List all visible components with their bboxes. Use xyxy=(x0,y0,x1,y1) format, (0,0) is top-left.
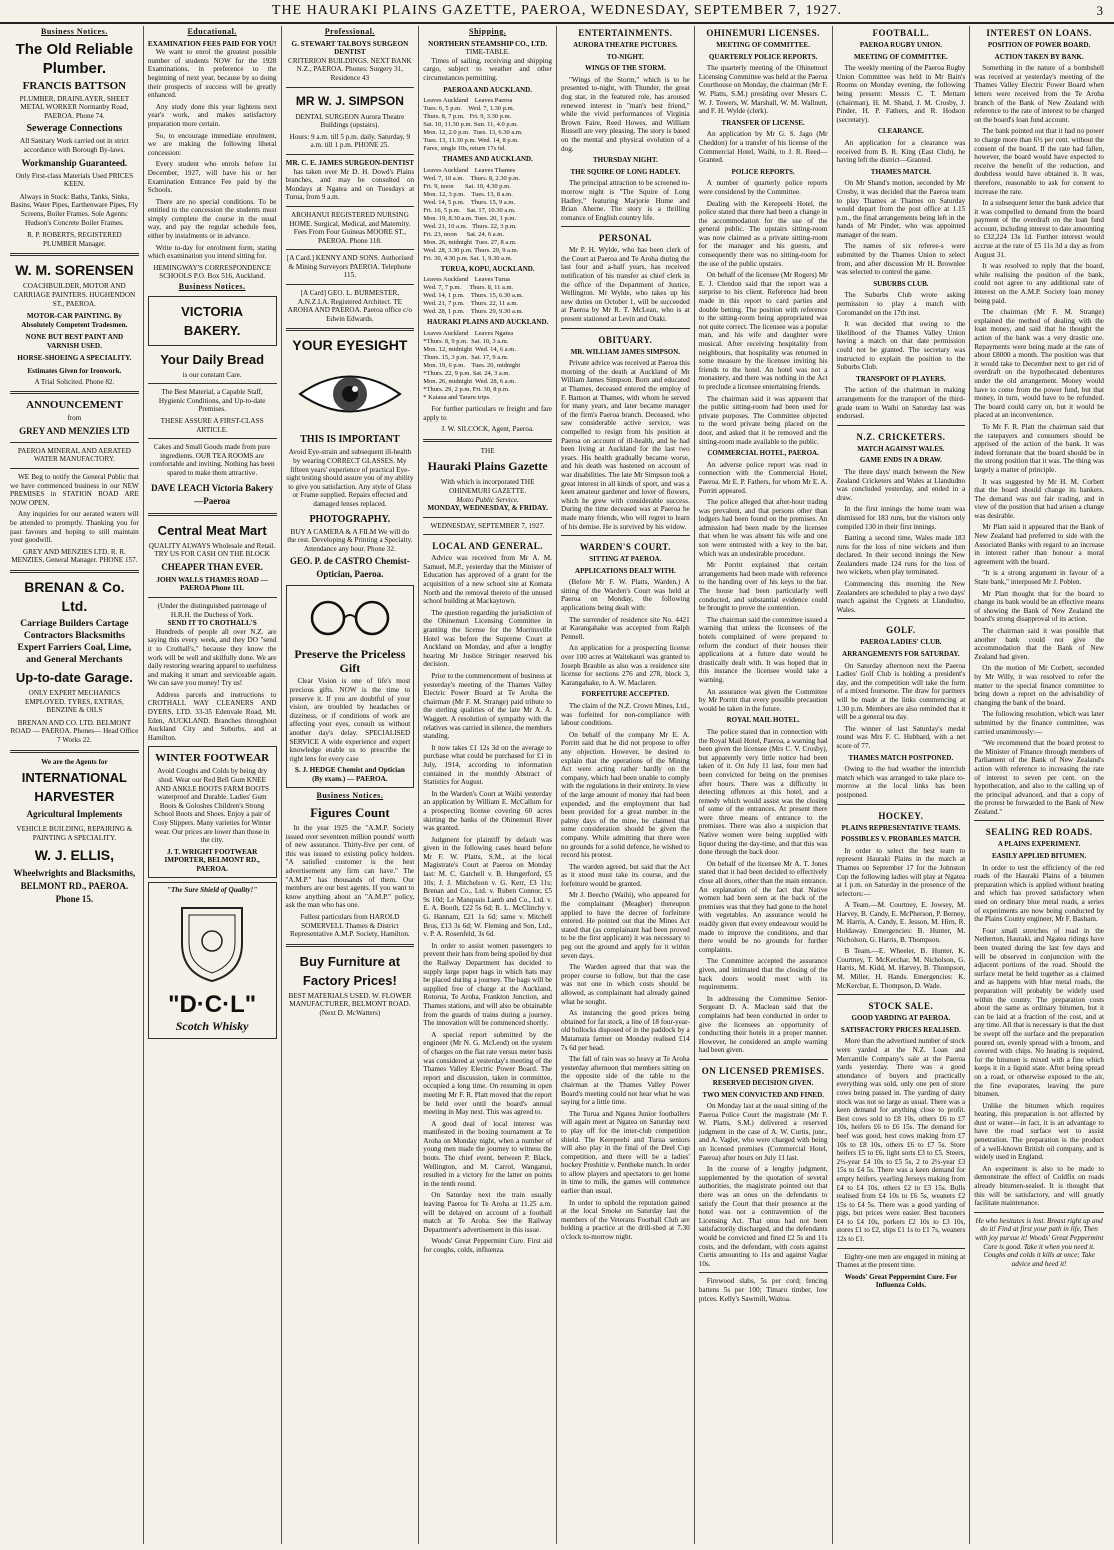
divider xyxy=(10,570,139,573)
further-note: For further particulars re freight and fare apply to xyxy=(423,404,552,422)
nsco-head: NORTHERN STEAMSHIP CO., LTD. xyxy=(428,39,548,48)
aurora-head: AURORA THEATRE PICTURES. xyxy=(573,41,678,49)
burmester-card: [A Card] GEO. L. BURMESTER, A.N.Z.I.A. Registered Architect. TE AROHA AND PAEROA. Paeroa office c/o Edwin Edwards. xyxy=(287,289,412,323)
licenses-paragraph: The chairman said the committee issued a warning that unless the licensees of the hotels complained of were prepared to reform the conduct of their houses their applications at a future date would be drastically dealt with. It was hoped that in this instance the licensee would take a warning. xyxy=(698,615,828,684)
timetable-table: Leaves Auckland Leaves Thames Wed. 7, 10 a.m. Thurs. 8, 2.30 p.m. Fri. 9, noon Sat. 10, 4.30 p.m. Mon. 12, 3 p.m. Tues. 13, 8 a.m. Wed. 14, 5 p.m. Thurs. 15, 9 a.m. Fri. 16, 5 p.m. Sat. 17, 10.30 a.m. Mon. 19, 8.30 a.m. Tues. 20, 1 p.m. Wed. 21, 10 a.m. Thurs. 22, 3 p.m. Fri. 23, noon Sat. 24, 6 a.m. Mon. 26, midnight Tues. 27, 8 a.m. Wed. 28, 3.30 p.m. Thurs. 29, 9 a.m. Fri. 30, 4.30 p.m. Sat. 1, 9.30 a.m. xyxy=(423,166,520,262)
bread-body: The Best Material, a Capable Staff, Hygienic Conditions, and Up-to-date Premises. xyxy=(158,388,266,414)
section-label: Business Notices. xyxy=(316,790,384,800)
dcl-logo: "D·C·L" xyxy=(168,991,257,1019)
cheaper-note: CHEAPER THAN EVER. xyxy=(161,561,263,572)
timetable-table: Leaves Auckland Leaves Ngatea *Thurs. 8, 9 p.m. Sat. 10, 3 a.m. Mon. 12, midnight Wed. 14, 6 a.m. Thurs. 15, 3 p.m. Sat. 17, 9 a.m. Mon. 19, 6 p.m. Tues. 20, midnight *Thurs. 22, 9 p.m. Sat. 24, 3 a.m. Mon. 26, midnight Wed. 28, 6 a.m. *Thurs. 29, 2 p.m. Fri. 30, 8 p.m. * Kaiaua and Tararu trips. xyxy=(423,329,521,401)
talboys-body: CRITERION BUILDINGS. NEXT BANK N.Z., PAEROA. Phones: Surgery 31, Residence 43 xyxy=(288,56,412,82)
interest-paragraph: Mr Platt thought that for the board to change its bank would be an effective means of showing the Bank of New Zealand the board's strong disapproval of its action. xyxy=(974,589,1104,624)
hedge-sign: S. J. HEDGE Chemist and Optician (By exam.) — PAEROA. xyxy=(294,766,405,783)
licenses-sub: MEETING OF COMMITTEE. xyxy=(716,41,810,49)
sealing-paragraph: Unlike the bitumen which requires heating, this preparation is not affected by dust or water—in fact, it is an advantage to have the road surface wet to assist penetration. The preparation is the product of a well-known British oil company, and is widely used in England. xyxy=(974,1101,1104,1162)
castro-sign: GEO. P. de CASTRO Chemist-Optician, Paeroa. xyxy=(290,556,410,580)
divider xyxy=(423,439,552,442)
warden-paragraph: As instancing the good prices being obtained for fat stock, a line of 18 four-year-old bullocks disposed of in the paddock by a Matamata farmer on Monday realised £14 7s 6d per head. xyxy=(561,1009,690,1052)
announcement-name: GREY AND MENZIES LTD xyxy=(19,425,130,436)
wings-head: WINGS OF THE STORM. xyxy=(584,64,666,73)
trial-solicited: A Trial Solicited. Phone 82. xyxy=(34,377,115,386)
column-6 xyxy=(695,26,833,1544)
interest-paragraph: The following resolution, which was later submitted by the finance committee, was carried unanimously:— xyxy=(974,710,1104,736)
battson-body: PLUMBER, DRAINLAYER, SHEET METAL WORKER Normanby Road, PAEROA. Phone 74. xyxy=(19,94,130,120)
harvester-head: INTERNATIONAL HARVESTER xyxy=(21,770,127,805)
figures-head: Figures Count xyxy=(310,805,390,821)
column-8 xyxy=(970,26,1108,1544)
ellis-head: W. J. ELLIS, xyxy=(34,847,115,864)
clearance-sub: CLEARANCE. xyxy=(877,127,924,136)
interest-paragraph: The chairman (Mr F. M. Strange) explained the method of dealing with the loan money, and said that he thought the action of the bank was a very drastic one. Repayments were being made at the rate of about £8000 a month. The position was that it would take to December next to get rid of overdraft on the hypothecated debentures under the old arrangement. Money would have to come from the power fund, but that money, in turn, would have to be refunded. The board could carry on, but it would be placed at an inconvenience. xyxy=(974,308,1104,420)
local-paragraph: Advice was received from Mr A. M. Samuel, M.P., yesterday that the Minister of Education has approved of a grant for the acquisition of a new school site at Komata North and the removal thereto of the unused school building at Mackaytown. xyxy=(423,554,552,606)
sealing-sub: A PLAINS EXPERIMENT. xyxy=(997,840,1081,849)
thursday-head: THURSDAY NIGHT. xyxy=(593,156,658,165)
masthead-title: THE HAURAKI PLAINS GAZETTE, PAEROA, WEDNESDAY, SEPTEMBER 7, 1927. xyxy=(271,3,843,18)
divider xyxy=(148,597,277,598)
local-paragraph: The question regarding the jurisdiction of the Ohinemuri Licensing Committee in granting the license for the Morrinsville Hotel was before the Supreme Court at Auckland on Monday, and after a lengthy hearing Mr Justice Stringer reserved his decision. xyxy=(423,608,552,669)
garage-head: Up-to-date Garage. xyxy=(15,669,133,685)
sewerage-head: Sewerage Connections xyxy=(26,123,123,135)
divider xyxy=(148,513,277,516)
silcock-sign: J. W. SILCOCK, Agent, Paeroa. xyxy=(441,425,534,434)
local-head: LOCAL AND GENERAL. xyxy=(432,541,544,552)
obituary-head: OBITUARY. xyxy=(598,334,653,345)
sorensen-body: COACHBUILDER, MOTOR AND CARRIAGE PAINTERS. HUGHENDON ST., PAEROA. xyxy=(13,282,136,308)
divider xyxy=(286,206,415,207)
sealing-sub-2: EASILY APPLIED BITUMEN. xyxy=(992,852,1087,861)
mineral-body: WE Beg to notify the General Public that we have commenced business in our NEW PREMISES in STATION ROAD ARE NOW OPEN. xyxy=(10,473,139,507)
gazette-nameplate: Hauraki Plains Gazette xyxy=(427,459,548,474)
route-head: HAURAKI PLAINS AND AUCKLAND. xyxy=(426,318,549,327)
licenses-paragraph: The Committee accepted the assurance given, and intimated that the closing of the back doors would meet with its requirements. xyxy=(698,957,828,992)
simpson-head: MR W. J. SIMPSON xyxy=(295,93,404,108)
stock-head: STOCK SALE. xyxy=(868,1001,934,1012)
walls-sign: JOHN WALLS THAMES ROAD — PAEROA Phone 111. xyxy=(156,575,268,593)
gazette-motto: Motto Public Service. xyxy=(456,495,519,504)
divider xyxy=(837,994,966,995)
football-paragraph: The action of the chairman in making arrangements for the transport of the third-grade team to Waihi on Saturday last was endorsed. xyxy=(836,386,966,421)
motor-painting: MOTOR-CAR PAINTING. By Absolutely Competent Tradesmen. xyxy=(21,312,128,329)
exam-paragraph: Any study done this year lightens next year's work, and makes satisfactory preparation more certain. xyxy=(147,102,277,128)
golf-paragraph: On Saturday afternoon next the Paeroa Ladies' Golf Club is holding a president's day, and the competition will take the form of a mixed foursome. The draw for partners will be made at the links commencing at 1.30 p.m. Members are also reminded that it will be a general tea day. xyxy=(836,661,966,722)
victoria-head: VICTORIA BAKERY. xyxy=(181,303,244,338)
golf-paragraph: Owing to the bad weather the interclub match which was arranged to take place to-morrow at the local links has been postponed. xyxy=(836,765,966,799)
divider xyxy=(837,1248,966,1249)
cricket-paragraph: The three days' match between the New Zealand Cricketers and Wales at Llandudno was concluded yesterday, and ended in a draw. xyxy=(836,467,966,502)
golf-paragraph: The winner of last Saturday's medal round was Mrs F. C. Hubbard, with a net score of 77. xyxy=(836,724,966,750)
football-paragraph: The weekly meeting of the Paeroa Rugby Union Committee was held in Mr Bain's Rooms on Monday evening, the following being present: Messrs C. T. Mettam (chairman), H. M. Shand, J. M. Crosby, J. Pinder, H. P. Fathers, and R. Hodson (secretary). xyxy=(836,64,966,124)
cricket-paragraph: Commencing this morning the New Zealanders are scheduled to play a two days' match against the Cygnets at Llandudno, Wales. xyxy=(836,580,966,614)
mining-note: Eighty-one men are engaged in mining at Thames at the present time. xyxy=(836,1252,966,1270)
warden-paragraph: (Before Mr F. W. Platts, Warden.) A sitting of the Warden's Court was held at Paeroa on Monday, the following applications being dealt with: xyxy=(561,578,690,613)
brenan-head: BRENAN & Co. Ltd. xyxy=(24,578,125,614)
interest-paragraph: It was suggested by Mr H. M. Corbett that the board should change its bankers. The demand was not fair trading, and in view of the position that had arisen a change was desirable. xyxy=(974,477,1104,520)
leach-sign: DAVE LEACH Victoria Bakery—Paeroa xyxy=(151,482,274,506)
premises-paragraph: In the course of a lengthy judgment, supplemented by the quotation of several authorities, the magistrate pointed out that there was an onus on the defendants to satisfy the Court that their presence at the hotel was not a contravention of the Licensing Act. That onus had not been satisfactorily discharged, and the defendants would be convicted and fined £2 5s and 11s costs, and the defendant, with costs against Curtis amounting to 11s and against Vaglar 10s. xyxy=(698,1165,828,1268)
battson-name: FRANCIS BATTSON xyxy=(22,79,127,92)
divider xyxy=(10,750,139,753)
cakes-body: Cakes and Small Goods made from pure ingredients. OUR TEA ROOMS are comfortable and inviting. Nothing has been spared to make them attractive. xyxy=(149,443,275,477)
licenses-paragraph: On behalf of the licensee (Mr Rogers) Mr E. J. Clendon said that the report was a surprise to his client. Reference had been made in this report to card parties and double betting. The position with reference to the sitting-room being appropriated was not quite correct. The licensee was a popular man, and his wife and daughter were musical. After receiving hospitality from neighbours, that hospitality was returned in some measure by the licensee inviting his friends to the hotel. An hotel was not a monastery, and there was nothing in the Act to preclude a licensee entertaining friends. xyxy=(698,271,828,391)
newspaper-columns xyxy=(6,26,1108,1544)
victoria-bakery-ad xyxy=(148,296,277,346)
scotch-label: Scotch Whisky xyxy=(175,1019,249,1034)
harvester-sub: Agricultural Implements xyxy=(26,809,123,820)
interest-paragraph: It was resolved to reply that the board, while realising the position of the bank, could not agree to any additional rate of interest on the A.M.P. Society loan money being paid. xyxy=(974,262,1104,305)
horse-shoeing: HORSE-SHOEING A SPECIALITY. xyxy=(17,354,132,363)
interest-head: INTEREST ON LOANS. xyxy=(986,28,1092,38)
licenses-paragraph: The chairman said it was apparent that the public sitting-room had been used for private purposes. The Committee objected to the word private being placed on the door, and asked that it be removed and the sitting-room made available to the public. xyxy=(698,394,828,446)
interest-paragraph: "We recommend that the board protest to the Minister of Finance through members of Parliament of the Bank of New Zealand's action with reference to increasing the rate of interest to seven per cent. on the hypothecation, and also to the calling up of the principal advanced, and that a copy of the protest be forwarded to the Bank of New Zealand." xyxy=(974,739,1104,816)
ellis-body: Wheelwrights and Blacksmiths, BELMONT RD., PAEROA. Phone 15. xyxy=(13,868,136,905)
divider xyxy=(561,226,690,227)
roberts-sign: R. P. ROBERTS, REGISTERED PLUMBER Manager. xyxy=(27,231,122,248)
peppermint-poem: He who hesitates is lost. Breast right up and do it! Find at first your path in life, Then with joy pursue it! Woods' Great Peppermint Cure is good. Take it when you need it. Coughs and colds it kills at once; Take advice and heed it! xyxy=(974,1216,1104,1268)
sewerage-body: All Sanitary Work carried out in strict accordance with Borough By-laws. xyxy=(20,137,129,154)
section-label: Business Notices. xyxy=(41,27,108,36)
figures-sign: Fullest particulars from HAROLD SOMERVELL Thames & District Representative A.M.P. Society, Hamilton. xyxy=(290,913,410,939)
cricketers-head: N.Z. CRICKETERS. xyxy=(856,431,946,442)
battson-headline: The Old Reliable Plumber. xyxy=(15,40,134,77)
column-3 xyxy=(282,26,420,1544)
obituary-paragraph: Private advice was received at Paeroa this morning of the death at Auckland of Mr William James Simpson. Born and educated at Thames, deceased entered the employ of F. Battson at Thames, with whom he served for many years, and later became manager of the firm's Paeroa branch. Deceased, who saw considerable active service, was compelled to resign from his position at Paeroa on account of ill-health, and he had been living at Auckland for the last two years. His health gradually became worse, and his death was hastened on account of war disabilities. The late Mr Simpson took a great interest in all kinds of sport, and was a keen amateur gardener and lover of flowers, which he grew with considerable success. During the time deceased was at Paeroa he made many friends, who will regret to learn of his demise. He is survived by his widow. xyxy=(561,359,690,531)
column-7 xyxy=(833,26,971,1544)
brenan-sign: BRENAN AND CO. LTD. BELMONT ROAD — PAEROA. Phones— Head Office 7 Works 22. xyxy=(10,718,139,744)
talboys-head: G. STEWART TALBOYS SURGEON DENTIST xyxy=(291,39,409,57)
timetable-table: Leaves Auckland Leaves Paeroa Tues. 6, 5 p.m. Wed. 7, 1.30 p.m. Thurs. 8, 7 p.m. Fri. 9, 3.30 p.m. Sat. 10, 11.30 p.m. Sun. 11, 4.0 p.m. Mon. 12, 2.0 p.m. Tues. 13, 6.30 a.m. Tues. 13, 11.30 p.m. Wed. 14, 8 p.m. Fares, single 10s, return 17s 6d. xyxy=(423,97,523,153)
timetable-caveat: Times of sailing, receiving and shipping cargo, subject to weather and other circumstances permitting. xyxy=(423,56,552,82)
interest-paragraph: "It is a strong argument in favour of a State bank," interposed Mr J. Poblen. xyxy=(974,569,1104,587)
column-5 xyxy=(557,26,695,1544)
announcement-head: ANNOUNCEMENT xyxy=(26,399,123,412)
eye-body: Avoid Eye-strain and subsequent ill-health by wearing CORRECT GLASSES. My fifteen years' experience of practical Eye-sight testing should assure you of my ability to give you satisfaction. Any style of Glass or Frame supplied. Repairs effected and damaged lenses replaced. xyxy=(286,448,414,508)
mineral-head: PAEROA MINERAL AND AERATED WATER MANUFACTORY. xyxy=(17,446,131,464)
interest-paragraph: The chairman said it was possible that another bank could not give the accommodation that the Bank of New Zealand had given. xyxy=(974,627,1104,661)
interest-sub: POSITION OF POWER BOARD. xyxy=(987,41,1091,49)
local-paragraph: In order to assist women passengers to prevent their hats from being spoiled by dust the Railway Department has decided to supply large paper bags in which hats may be placed during a journey. The bags will be supplied free of charge at the Auckland, Rotorua, Te Aroha, Frankton Junction, and Thames stations, and will also be obtainable from the guards of trains during a journey. The innovation will be commenced shortly. xyxy=(423,941,553,1028)
woods-ad: Woods' Great Peppermint Cure. For Influenza Colds. xyxy=(844,1272,958,1290)
column-1 xyxy=(6,26,144,1544)
football-paragraph: The names of six referee-s were submitted by the Thames Union to select from, and after discussion Mr H. Brownlee was selected to control the game. xyxy=(836,242,966,277)
divider xyxy=(699,1059,828,1060)
stock-paragraph: More than the advertised number of stock were yarded at the N.Z. Loan and Mercantile Company's sale at the Paeroa yards yesterday. There was a good attendance of buyers and practically everything was sold, only one pen of store cows being passed in. The yarding of dairy stock was not so large as usual. There was a keen demand for anything close to profit. Best cows sold to £8 10s, others £6 to £7 10s, heifers £6 to £6 15s. The demand for beef was good, best cows making from £7 10s to £8 10s, others £6 to £7 5s. Store heifers £5 to £6, light sorts £3 to £5. Steers, 2½-year £4 10s to £5 5s, 2 to 2½-year £3 15s to £4 5s. There was a keen demand for empty heifers, yearling Jerseys making from £4 to £4 10s, others £2 to £3 15s. Bulls realised from £4 10s to £6 5s, weaners £2 15s to £4 5s. There was a good yarding of pigs, but prices were easier. Best baconers £4 to £4 10s, porkers £2 10s to £3 10s, stores £1 to £2, slips £1 1s to £1 7s, weaners 12s to £1. xyxy=(836,1037,966,1244)
warden-paragraph: The surrender of residence site No. 4421 at Karangahake was accepted from Ralph Pennell. xyxy=(561,615,690,641)
cricketers-sub-2: GAME ENDS IN A DRAW. xyxy=(859,456,942,465)
warden-paragraph: Mr J. Beecho (Waihi), who appeared for the complainant (Meagher) thereupon applied to have the decree of forfeiture entered. He pointed out that the Mines Act stated that (as complainant had been proved to be the first applicant) it was necessary to peg out the ground and apply for it within seven days. xyxy=(561,891,690,960)
preserve-head: Preserve the Priceless Gift xyxy=(294,647,406,676)
crothall-head: SEND IT TO CROTHALL'S xyxy=(167,619,257,628)
warden-paragraph: On behalf of the company Mr E. A. Porritt said that he did not propose to offer any objection. However, he desired to explain that the operations of the Mining Act were acting rather hardly on the company, which had been unable to comply with the regulations in their entirety. In view of the large amount of money that had been expended, and the employment that had been provided for a great number in the palmy days of the mine, he claimed that some consideration should be given the company. While admitting that there were no grounds for a solid defence, he wished to record his protest. xyxy=(561,730,690,860)
exam-head: EXAMINATION FEES PAID FOR YOU! xyxy=(147,39,277,48)
premises-paragraph: On Monday last at the usual sitting of the Paeroa Police Court the magistrate (Mr F. W. Platts, S.M.) delivered a reserved judgment in the case of A. W. Curtis, junr., and A. Vagler, who were charged with being on licensed premises (Commercial Hotel, Paeroa) after hours on July 11 last. xyxy=(698,1102,828,1162)
licenses-head: OHINEMURI LICENSES. xyxy=(706,28,820,38)
licenses-paragraph: The quarterly meeting of the Ohinemuri Licensing Committee was held at the Paeroa Courthouse on Monday, the chairman (Mr F. W. Platts, S.M.) presiding over Messrs C. W. J. Towers, W. Marshall, W. M. Wallnutt, and F. H. Wylde (clerk). xyxy=(698,64,828,116)
football-sub-2: MEETING OF COMMITTEE. xyxy=(854,52,948,61)
local-paragraph: A good deal of local interest was manifested in the boxing tournament at Te Aroha on Monday night, when a number of young men made the journey to witness the bouts. The chief event, between P. Black, Wellington, and M. Carrol, Wanganui, resulted in a victory for the latter on points in the tenth round. xyxy=(423,1119,552,1188)
transfer-sub: TRANSFER OF LICENSE. xyxy=(721,118,805,127)
police-sub: POLICE REPORTS. xyxy=(731,167,795,176)
local-paragraph: In the Warden's Court at Waihi yesterday an application by William E. McCallum for a prospecting license covering 60 acres skirting the banks of the Ohinemuri River was granted. xyxy=(423,789,552,833)
simpson-hours: Hours: 9 a.m. till 5 p.m. daily. Saturday, 9 a.m. till 1 p.m. PHONE 25. xyxy=(289,132,411,150)
exam-paragraph: Every student who enrols before 1st December, 1927, will have his or her Examination Entrance Fee paid by the Schools. xyxy=(147,160,277,195)
column-4 xyxy=(419,26,557,1544)
football-paragraph: An application for a clearance was received from B. R. King (East Club), he having left the district—Granted. xyxy=(836,138,966,165)
licenses-paragraph: The police alleged that after-hour trading was prevalent, and that persons other than lodgers had been found on the premises. An admission had been made by the licensee that when he was absent his wife and one son were entrusted with a key to the bar, which was an undesirable procedure. xyxy=(698,498,828,558)
licenses-paragraph: Dealing with the Kerepeehi Hotel, the police stated that there had been a change in the accommodation for the use of the general public. The upstairs sitting-room was now claimed as a private sitting-room for the manager and his guests, and consequently there was no sitting-room for the use of the public upstairs. xyxy=(698,199,828,268)
cricket-paragraph: Batting a second time, Wales made 183 runs for the loss of nine wickets and then declared. In their second innings the New Zealanders made 124 runs for the loss of two wickets, when play terminated. xyxy=(836,534,966,577)
squire-head: THE SQUIRE OF LONG HADLEY. xyxy=(570,167,681,176)
football-head: FOOTBALL. xyxy=(872,28,930,38)
wright-sign: J. T. WRIGHT FOOTWEAR IMPORTER, BELMONT RD., PAEROA. xyxy=(164,847,260,873)
sealing-paragraph: In order to test the efficiency of the red roads of the Hauraki Plains of a bitumen preparation which is applied without heating and which has proved satisfactory when used on ordinary blue metal roads, a series of experiments are now being conducted by the Plains County engineer, Mr F. Basham. xyxy=(974,863,1104,924)
interest-paragraph: In a subsequent letter the bank advice that it was compelled to demand from the board payment of the overdraft on the loan fund account, including interest to date amounting to £32,224 13s 1d. Further interest would accrue at the rate of £5 11s 3d a day as from August 31. xyxy=(974,199,1104,259)
hockey-sub-2: POSSIBLES V. PROBABLES MATCH. xyxy=(841,835,961,844)
local-paragraph: Woods' Great Peppermint Cure. First aid for coughs, colds, influenza. xyxy=(423,1237,552,1254)
route-head: THAMES AND AUCKLAND. xyxy=(442,155,533,164)
sealing-paragraph: Four small stretches of road in the Netherton, Hauraki, and Ngatea ridings have been treated during the last few days and will be observed in conjunction with the adjacent portions of the road. Should the surface metal be held together as a claimed and as happens with blue metal roads, the preparation will probably be widely used within the county. The preparation costs about the same as ordinary bitumen, but it can be laid at a fraction of the cost, and at any time. All that is necessary is that the dust be swept off the surface and the preparation poured on, evenly spread with a broom, and covered with chips. No heating is required, for the bitumen is mixed with a fine which keeps it in a liquid state. After being spread on a road, or otherwise exposed to the air, the fine evaporates, leaving the pure bitumen. xyxy=(974,926,1104,1099)
warden-paragraph: An application for a prospecting license over 100 acres at Waitekauri was granted to Joseph Brauble as also was a residence site license for sections 276 and 278, block 3, Karangahake, to A. W. Maclaren. xyxy=(561,644,690,687)
paint-note: NONE BUT BEST PAINT AND VARNISH USED. xyxy=(25,333,124,350)
warden-paragraph: The claim of the N.Z. Crown Mines, Ltd., was forfeited for non-compliance with labour conditions. xyxy=(561,702,690,728)
timetable-label: TIME-TABLE. xyxy=(465,48,510,57)
divider xyxy=(286,87,415,88)
divider xyxy=(837,804,966,805)
postponed-sub: THAMES MATCH POSTPONED. xyxy=(848,753,954,762)
divider xyxy=(148,383,277,384)
entertainments-head: ENTERTAINMENTS. xyxy=(578,28,673,38)
divider xyxy=(561,328,690,329)
workmanship-head: Workmanship Guaranteed. xyxy=(21,157,128,168)
winter-body: Avoid Coughs and Colds by being dry shod. Wear our Red Bell Gum KNEE AND ANKLE BOOTS FARM BOOTS waterproof and Durable. Ladies' Gum Boots & Goloshes Children's Strong School Boots and Shoes. Enjoy a pair of Cosy Slippers. Many varieties for Winter wear. Our prices are lower than those in the city. xyxy=(153,767,272,845)
exam-paragraph: Write to-day for enrolment form, stating which examination you intend sitting for. xyxy=(147,243,277,261)
divider xyxy=(148,438,277,439)
hockey-paragraph: A Team.—M. Courtney, E. Jowsey, M. Harvey, B. Candy, E. McPherson, P. Berney, M. Harris, A. Candy, E. Jesson, M. Hirn, R. Holdaway. Emergencies: B. Hunter, M. Nicholson, G. Harris, B. Thompson. xyxy=(836,901,966,944)
important-head: THIS IS IMPORTANT xyxy=(300,434,400,446)
divider xyxy=(286,154,415,155)
licenses-paragraph: An application by Mr G. S. Jago (Mr Cheddon) for a transfer of his license of the Commercial Hotel, Waihi, to J. R. Reed—Granted. xyxy=(698,130,828,165)
vehicle-building: VEHICLE BUILDING, REPAIRING & PAINTING A SPECIALITY. xyxy=(16,825,133,842)
licenses-paragraph: An assurance was given the Committee by Mr Porritt that every possible precaution would be taken in the future. xyxy=(698,687,828,713)
licenses-paragraph: Mr Porritt explained that certain arrangements had been made with reference to the handing over of his keys to the bar. The house had been particularly well conducted, and substantial evidence could be brought to prove the contention. xyxy=(698,561,828,613)
wings-paragraph: "Wings of the Storm," which is to be presented to-night, with Thunder, the great dog star, in the featured role, has aroused renewed interest in "man's best friend," while the vivid performances of Virginia Brown Faire, Reed Howes, and William Russell are very pleasing. The story is based on the mental and physical evolution of a dog. xyxy=(561,75,690,153)
golf-sub: PAEROA LADIES' CLUB. xyxy=(860,638,942,647)
warden-paragraph: The warden agreed, but said that the Act as it stood must take its course, and the forfeiture would be granted. xyxy=(561,862,690,888)
james-head: MR. C. E. JAMES SURGEON-DENTIST xyxy=(285,158,415,167)
meat-head: Central Meat Mart xyxy=(157,522,267,538)
licenses-paragraph: A number of quarterly police reports were considered by the Committee. xyxy=(698,179,828,196)
divider xyxy=(10,391,139,394)
divider xyxy=(286,944,415,947)
premises-head: ON LICENSED PREMISES. xyxy=(701,1065,825,1076)
divider xyxy=(561,535,690,536)
section-label: Shipping. xyxy=(469,27,507,36)
timetable-table: Leaves Auckland Leaves Turua Wed. 7, 7 p.m. Thurs. 8, 11 a.m. Wed. 14, 1 p.m. Thurs. 15, 6.30 a.m. Wed. 21, 7 p.m. Thurs. 22, 11 a.m. Wed. 28, 1 p.m. Thurs. 29, 9.30 a.m. xyxy=(423,276,524,316)
obituary-sub: MR. WILLIAM JAMES SIMPSON. xyxy=(570,347,681,356)
football-paragraph: On Mr Shand's motion, seconded by Mr Crosby, it was decided that the Paeroa team to play Thames at Thames on Saturday would depart from the post office at 1.15 p.m., the final arrangements being left in the hands of Mr Pinder, who was appointed manager of the team. xyxy=(836,179,966,239)
crothall-address: Address parcels and instructions to CROTHALL WAY CLEANERS AND DYERS, LTD. 33-35 Edenvale Road, Mt. Eden, AUCKLAND. Branches throughout Auckland City and Suburbs, and at Hamilton. xyxy=(147,690,277,742)
winter-head: WINTER FOOTWEAR xyxy=(155,752,270,765)
section-label: Educational. xyxy=(187,27,237,36)
stock-sub: GOOD YARDING AT PAEROA. xyxy=(851,1014,951,1023)
route-head: TURUA, KOPU, AUCKLAND. xyxy=(440,264,535,273)
route-head: PAEROA AND AUCKLAND. xyxy=(443,85,532,94)
firewood-ad: Firewood slabs, 5s per cord; fencing battens 5s per 100; Timaru timber, low prices. Kelly's Sawmill, Waitoa. xyxy=(698,1277,828,1303)
divider xyxy=(286,249,415,250)
divider xyxy=(837,425,966,426)
divider xyxy=(699,1272,828,1273)
gazette-date: WEDNESDAY, SEPTEMBER 7, 1927. xyxy=(430,521,545,530)
hockey-sub: PLAINS REPRESENTATIVE TEAMS. xyxy=(841,823,961,832)
tonight-head: TO-NIGHT. xyxy=(606,52,644,61)
gazette-incorporated: With which is incorporated THE OHINEMURI GAZETTE. xyxy=(440,478,535,495)
licenses-paragraph: An adverse police report was read in connection with the Commercial Hotel, Paeroa. Mr E. P. Fathers, for whom Mr E. A. Porritt appeared. xyxy=(698,460,828,495)
column-2 xyxy=(144,26,282,1544)
golf-head: GOLF. xyxy=(886,625,916,636)
bread-sub: is our constant Care. xyxy=(182,370,242,379)
hockey-head: HOCKEY. xyxy=(878,810,924,821)
kenny-card: [A Card.] KENNY AND SONS. Authorised & Mining Surveyors PAEROA. Telephone 115. xyxy=(286,254,413,280)
local-paragraph: It now takes £1 12s 3d on the average to purchase what could be purchased for £1 in July, 1914, according to information contained in the monthly Abstract of Statistics for August. xyxy=(423,743,552,787)
licenses-paragraph: The police stated that in connection with the Royal Mail Hotel, Paeroa, a warning had been given the licensee (Mrs C. V. Crosby), but apparently very little notice had been taken of it. On July 11 last, four men had been convicted for being on the premises after hours. There was a difficulty in detecting offences at this hotel, and a remedy which would assist was the closing of some of the entrances. At present there were three means of entrance to the premises. There was also a suspicion that Native women were being supplied with liquor during the day-time, and that this was done through the back door. xyxy=(698,727,828,857)
mineral-body-2: Any inquiries for our aerated waters will be attended to promptly. Thanking you for past favours and hoping to still maintain your goodwill. xyxy=(10,510,139,545)
meat-body: QUALITY ALWAYS Wholesale and Retail. TRY US FOR CASH ON THE BLOCK xyxy=(148,541,276,559)
thames-match-sub: THAMES MATCH. xyxy=(870,167,931,176)
warden-paragraph: The fall of rain was so heavy at Te Aroha yesterday afternoon that members sitting on the opposite side of the table to the chairman at the Thames Valley Power Board's meeting could not hear what he was saying for a little time. xyxy=(561,1055,690,1107)
football-paragraph: The Suburbs Club wrote asking permission to play a match with Coromandel on the 17th inst. xyxy=(836,291,966,317)
interest-paragraph: To Mr F. R. Platt the chairman said that the ratepayers and consumers should be apprised of the action of the bank. It was indeed fortunate that the board should be in the strong position that it was. The thing was largely a matter of principle. xyxy=(974,422,1104,474)
page-number: 3 xyxy=(1096,3,1104,18)
shield-slogan: "The Sure Shield of Quality!" xyxy=(167,885,258,894)
figures-body: In the year 1925 the "A.M.P. Society issued over seventeen million pounds' worth of new assurance. Thirty-five per cent. of this was issued to existing policy holders. "A satisfied customer is the best advertisement any firm can have." The "A.M.P." has thousands of them. Our members are our best agents. If you want to know anything about an "A.M.P." policy, ask the man who has one. xyxy=(285,824,415,910)
james-body: has taken over Mr D. H. Dowd's Plains branches, and may be consulted on Mondays at Ngatea and on Tuesdays at Turua, from 9 a.m. xyxy=(285,167,415,202)
eye-icon xyxy=(286,359,415,429)
shield-emblem-icon xyxy=(152,898,273,988)
police-reports-sub: QUARTERLY POLICE REPORTS. xyxy=(708,52,818,61)
applications-sub: APPLICATIONS DEALT WITH. xyxy=(575,566,676,575)
harvester-intro: We are the Agents for xyxy=(41,757,108,766)
hockey-paragraph: In order to select the best team to represent Hauraki Plains in the match at Thames on September 17 for the Johnston Cup the following ladies will play at Ngatea at 1 p.m. on Saturday in the presence of the selectors:— xyxy=(836,846,966,898)
warden-paragraph: The Warden agreed that that was the proper course to follow, but that the case was not one in which costs should be allowed, as complainant had already gained what he sought. xyxy=(561,963,690,1006)
divider xyxy=(423,517,552,518)
forfeiture-sub: FORFEITURE ACCEPTED. xyxy=(581,690,670,699)
simpson-body: DENTAL SURGEON Aurora Theatre Buildings (upstairs). xyxy=(295,112,405,130)
gazette-the: THE xyxy=(480,446,495,455)
estimates: Estimates Given for Ironwork. xyxy=(27,367,122,376)
local-paragraph: On Saturday next the train usually leaving Paeroa for Te Aroha at 11.25 a.m. will be delayed on account of a football match at Te Aroha. See the Railway Department's advertisement in this issue. xyxy=(423,1191,552,1234)
masthead xyxy=(0,0,1114,24)
preserve-ad xyxy=(286,585,415,787)
suburbs-sub: SUBURBS CLUB. xyxy=(873,279,929,288)
divider xyxy=(286,284,415,285)
gazette-days: MONDAY, WEDNESDAY, & FRIDAY. xyxy=(427,504,548,513)
stock-list: Always in Stock: Baths, Tanks, Sinks, Basins, Water Pipes, Earthenware Pipes, Fly Screens, Boiler Frames. Sole Agents: Hudson's Concrete Boiler Frames. xyxy=(10,192,139,227)
cricket-paragraph: In the first innings the home team was dismissed for 183 runs, but the visitors only compiled 130 in their first innings. xyxy=(836,505,966,531)
squire-paragraph: The principal attraction to be screened to-morrow night is "The Squire of Long Hadley," featuring Marjorie Hume and Brian Aherne. The story is a thrilling romance of English country life. xyxy=(561,179,690,222)
mineral-sign: GREY AND MENZIES LTD. R. R. MENZIES, General Manager. PHONE 157. xyxy=(11,547,138,565)
transport-sub: TRANSPORT OF PLAYERS. xyxy=(856,374,946,383)
brenan-services: Carriage Builders Cartage Contractors Blacksmiths Expert Farriers Coal, Lime, and General Merchants xyxy=(17,618,132,665)
section-label: Business Notices. xyxy=(178,282,246,292)
local-paragraph: Judgment for plaintiff by default was given in the following cases heard before Mr F. W. Platts, S.M., at the local Magistrate's Court at Paeroa on Monday last: M. C. Gatchell v. B. Hungerford, £5 10s; J. J. Mitchelson v. G. Kerr, £3 11s; Brenan and Co., Ltd. v. Ruben Connor, £5 9s 10d; Le Manquais Lamb and Co., Ltd. v. E. A. Booth, £22 5s 6d; R. L. McClinchy v. G. Hannam, £21 1s 6d; same v. Mitchell Bros, £13 3s 6d; W. Fleming and Son, Ltd., v. P. A. Rosenfeld, 3s 6d. xyxy=(423,835,552,939)
warden-paragraph: The Turua and Ngatea Junior footballers will again meet at Ngatea on Saturday next to play off for the inter-club competition shield. The Kerepeehi and Turua seniors will also play in the final of the Deel Cup competition, and there will be a ladies' hockey Preshitie v. Pentheke match. In order to allow players and spectators to get home in time to milk, the games will commence earlier than usual. xyxy=(561,1109,690,1196)
divider xyxy=(837,618,966,619)
hemingway-sign: HEMINGWAY'S CORRESPONDENCE SCHOOLS P.O. Box 516, Auckland. xyxy=(153,263,272,281)
hockey-paragraph: B Team.—E. Wheeler, B. Hunter, K. Courtney, T. McKerchar, M. Nicholson, G. Harris, M. Kidd, M. Harvey, B. Thompson, M. Miller, H. Hands. Emergencies: K. McKerchar, E. Thompson, D. Wade. xyxy=(836,947,966,990)
commercial-sub: COMMERCIAL HOTEL, PAEROA. xyxy=(707,449,819,458)
divider xyxy=(974,820,1104,821)
divider xyxy=(974,1212,1104,1213)
interest-sub-2: ACTION TAKEN BY BANK. xyxy=(994,52,1084,61)
bread-head: Your Daily Bread xyxy=(160,351,265,367)
warden-head: WARDEN'S COURT. xyxy=(579,542,671,553)
premises-sub-2: TWO MEN CONVICTED AND FINED. xyxy=(702,1090,824,1099)
royal-mail-sub: ROYAL MAIL HOTEL. xyxy=(726,716,800,725)
divider xyxy=(286,328,415,331)
cricketers-sub: MATCH AGAINST WALES. xyxy=(857,444,945,453)
garage-body: ONLY EXPERT MECHANICS EMPLOYED. TYRES, EXTRAS, BENZINE & OILS xyxy=(25,688,124,715)
local-paragraph: Prior to the commencement of business at yesterday's meeting of the Thames Valley Electric Power Board at Te Aroha the chairman (Mr F. M. Strange) paid tribute to the sterling qualities of the late Mr A. A. Waggett. A resolution of sympathy with the relatives was carried in silence, the members standing. xyxy=(423,672,552,741)
preserve-body: Clear Vision is one of life's most precious gifts. NOW is the time to preserve it. If you are doubtful of your vision, are troubled by headaches or dizziness, or if conditions of work are affecting your eyes, consult us without another day's delay. SPECIALISED SERVICE A wide experience and expert knowledge enable us to prescribe the right lens for every case xyxy=(289,677,411,763)
personal-head: PERSONAL xyxy=(598,233,652,244)
photo-body: BUY A CAMERA & A FILM We will do the rest. Developing & Printing a Specialty. Attendance any hour. Phone 32. xyxy=(287,527,413,553)
dcl-whisky-ad xyxy=(148,882,277,1040)
interest-paragraph: On the motion of Mr Corbett, seconded by Mr Willy, it was resolved to refer the matter to the special finance committee to bring down a report on the advisability of changing the bank of the board. xyxy=(974,664,1104,707)
divider xyxy=(423,534,552,535)
exam-paragraph: There are no special conditions. To be entitled to the concession the students must simply complete the course in the usual way, and pay the regular schedule fees, either by instalments or in advance. xyxy=(147,197,277,241)
furniture-head: Buy Furniture at Factory Prices! xyxy=(299,953,401,988)
golf-sub-2: ARRANGEMENTS FOR SATURDAY. xyxy=(842,650,960,659)
warden-sub: SITTING AT PAEROA. xyxy=(589,555,662,564)
divider xyxy=(10,442,139,443)
interest-paragraph: Something in the nature of a bombshell was received at yesterday's meeting of the Thames Valley Electric Power Board when letters were received from the Te Aroha branch of the Bank of New Zealand with reference to the rate of interest to be charged on the board's loan fund account. xyxy=(974,64,1104,124)
sealing-paragraph: An experiment is also to be made to demonstrate the effect of Coldfix on roads already bitumen-sealed. It is thought that this will be satisfactory, and will greatly facilitate maintenance. xyxy=(974,1164,1104,1208)
premises-sub: RESERVED DECISION GIVEN. xyxy=(712,1078,814,1087)
photo-head: PHOTOGRAPHY. xyxy=(309,513,391,525)
furniture-body: BEST MATERIALS USED. W. FLOWER MANUFACTURER, BELMONT ROAD. (Next D. McWatters) xyxy=(288,991,412,1017)
warden-paragraph: In order to uphold the reputation gained at the local Smoke on Saturday last the members of the Veterans Football Club are holding a practice at the drill-shed at 7.30 o'clock to-morrow night. xyxy=(561,1198,690,1242)
sealing-head: SEALING RED ROADS. xyxy=(985,827,1093,838)
arohanui-ad: AROHANUI REGISTERED NURSING HOME. Surgical, Medical, and Maternity. Fees From Four Guineas MOORE ST., PAEROA. Phone 118. xyxy=(289,210,411,245)
announcement-from: from xyxy=(67,414,82,423)
stock-sub-2: SATISFACTORY PRICES REALISED. xyxy=(840,1025,961,1034)
football-paragraph: It was decided that owing to the likelihood of the Thames Valley Union having a match on that date permission could not be granted. The secretary was instructed to explain the position to the Suburbs Club. xyxy=(836,320,966,372)
crothall-body: Hundreds of people all over N.Z. are saying this every week, and they DO "send it to Crothall's," because they know the work will be well and skilfully done. We are daily restoring wearing apparel to usefulness and making it smart and serviceable again. We can save you money! Try us! xyxy=(147,627,277,688)
divider xyxy=(10,468,139,469)
interest-paragraph: The bank pointed out that it had no power to charge more than 6½ per cent. without the consent of the board. If the rate had fallen, however, the board would have expected to receive the benefit of the reduction, and doubtless would have obtained it. It was, therefore, reasonable to ask for consent to increase the rate. xyxy=(974,127,1104,196)
interest-paragraph: Mr Platt said it appeared that the Bank of New Zealand had preferred to side with the Associated Banks with regard to an increase in interest rather than honour a moral agreement with the board. xyxy=(974,523,1104,566)
workmanship-body: Only First-class Materials Used PRICES KEEN. xyxy=(15,171,134,189)
exam-paragraph: So, to encourage immediate enrolment, we are making the following liberal concession: xyxy=(147,131,277,157)
eyesight-head: YOUR EYESIGHT xyxy=(292,337,408,354)
football-sub: PAEROA RUGBY UNION. xyxy=(859,41,942,49)
local-paragraph: A special report submitted by the engineer (Mr N. G. McLeod) on the system of charges on the flat rate versus meter basis was considered at yesterday's meeting of the Thames Valley Electric Power Board. The report and discussion, taken in committee, occupied a long time. On resuming in open meeting Mr F. R. Platt moved that the report be held over until the board's annual meeting in May next. This was agreed to. xyxy=(423,1030,552,1117)
winter-footwear-ad xyxy=(148,746,277,877)
licenses-paragraph: On behalf of the licensee Mr A. T. Jones stated that it had been decided to effectively close all doors, other than the main entrance. An explanation of the fact that Native women had been seen at the back of the premises was that they had gone to the hotel with vegetables. An assurance would be readily given that every endeavour would be made to improve the conditions, and that there would be no grounds for further complaints. xyxy=(698,859,828,954)
exam-paragraph: We want to enrol the greatest possible number of students NOW for the 1928 Examinations, in preference to the beginning of next year, because by so doing their prospects of success will be greatly enhanced. xyxy=(147,48,277,100)
section-label: Professional. xyxy=(324,27,375,36)
sorensen-head: W. M. SORENSEN xyxy=(15,262,134,279)
divider xyxy=(10,253,139,256)
licenses-paragraph: In addressing the Committee Senior-Sergeant D. A. Maclean said that the complaints had been conducted in order to give the licensees an opportunity of conducting their hotels in a proper manner. However, he considered an ample warning had been given. xyxy=(698,994,828,1055)
spectacles-icon xyxy=(290,593,411,643)
personal-paragraph: Mr P. H. Wylde, who has been clerk of the Court at Paeroa and Te Aroha during the last four and a-half years, has received notification of his transfer as chief clerk in the office of the Department of Justice, Wellington. Mr Wylde, who takes up his new duties on October 1, will be succeeded at Paeroa by Mr R. T. McLean, who is at present stationed at Levin and Otaki. xyxy=(561,246,690,324)
crothall-patronage: (Under the distinguished patronage of H.R.H. the Duchess of York. xyxy=(157,601,267,619)
assure-note: THESE ASSURE A FIRST-CLASS ARTICLE. xyxy=(160,417,264,434)
